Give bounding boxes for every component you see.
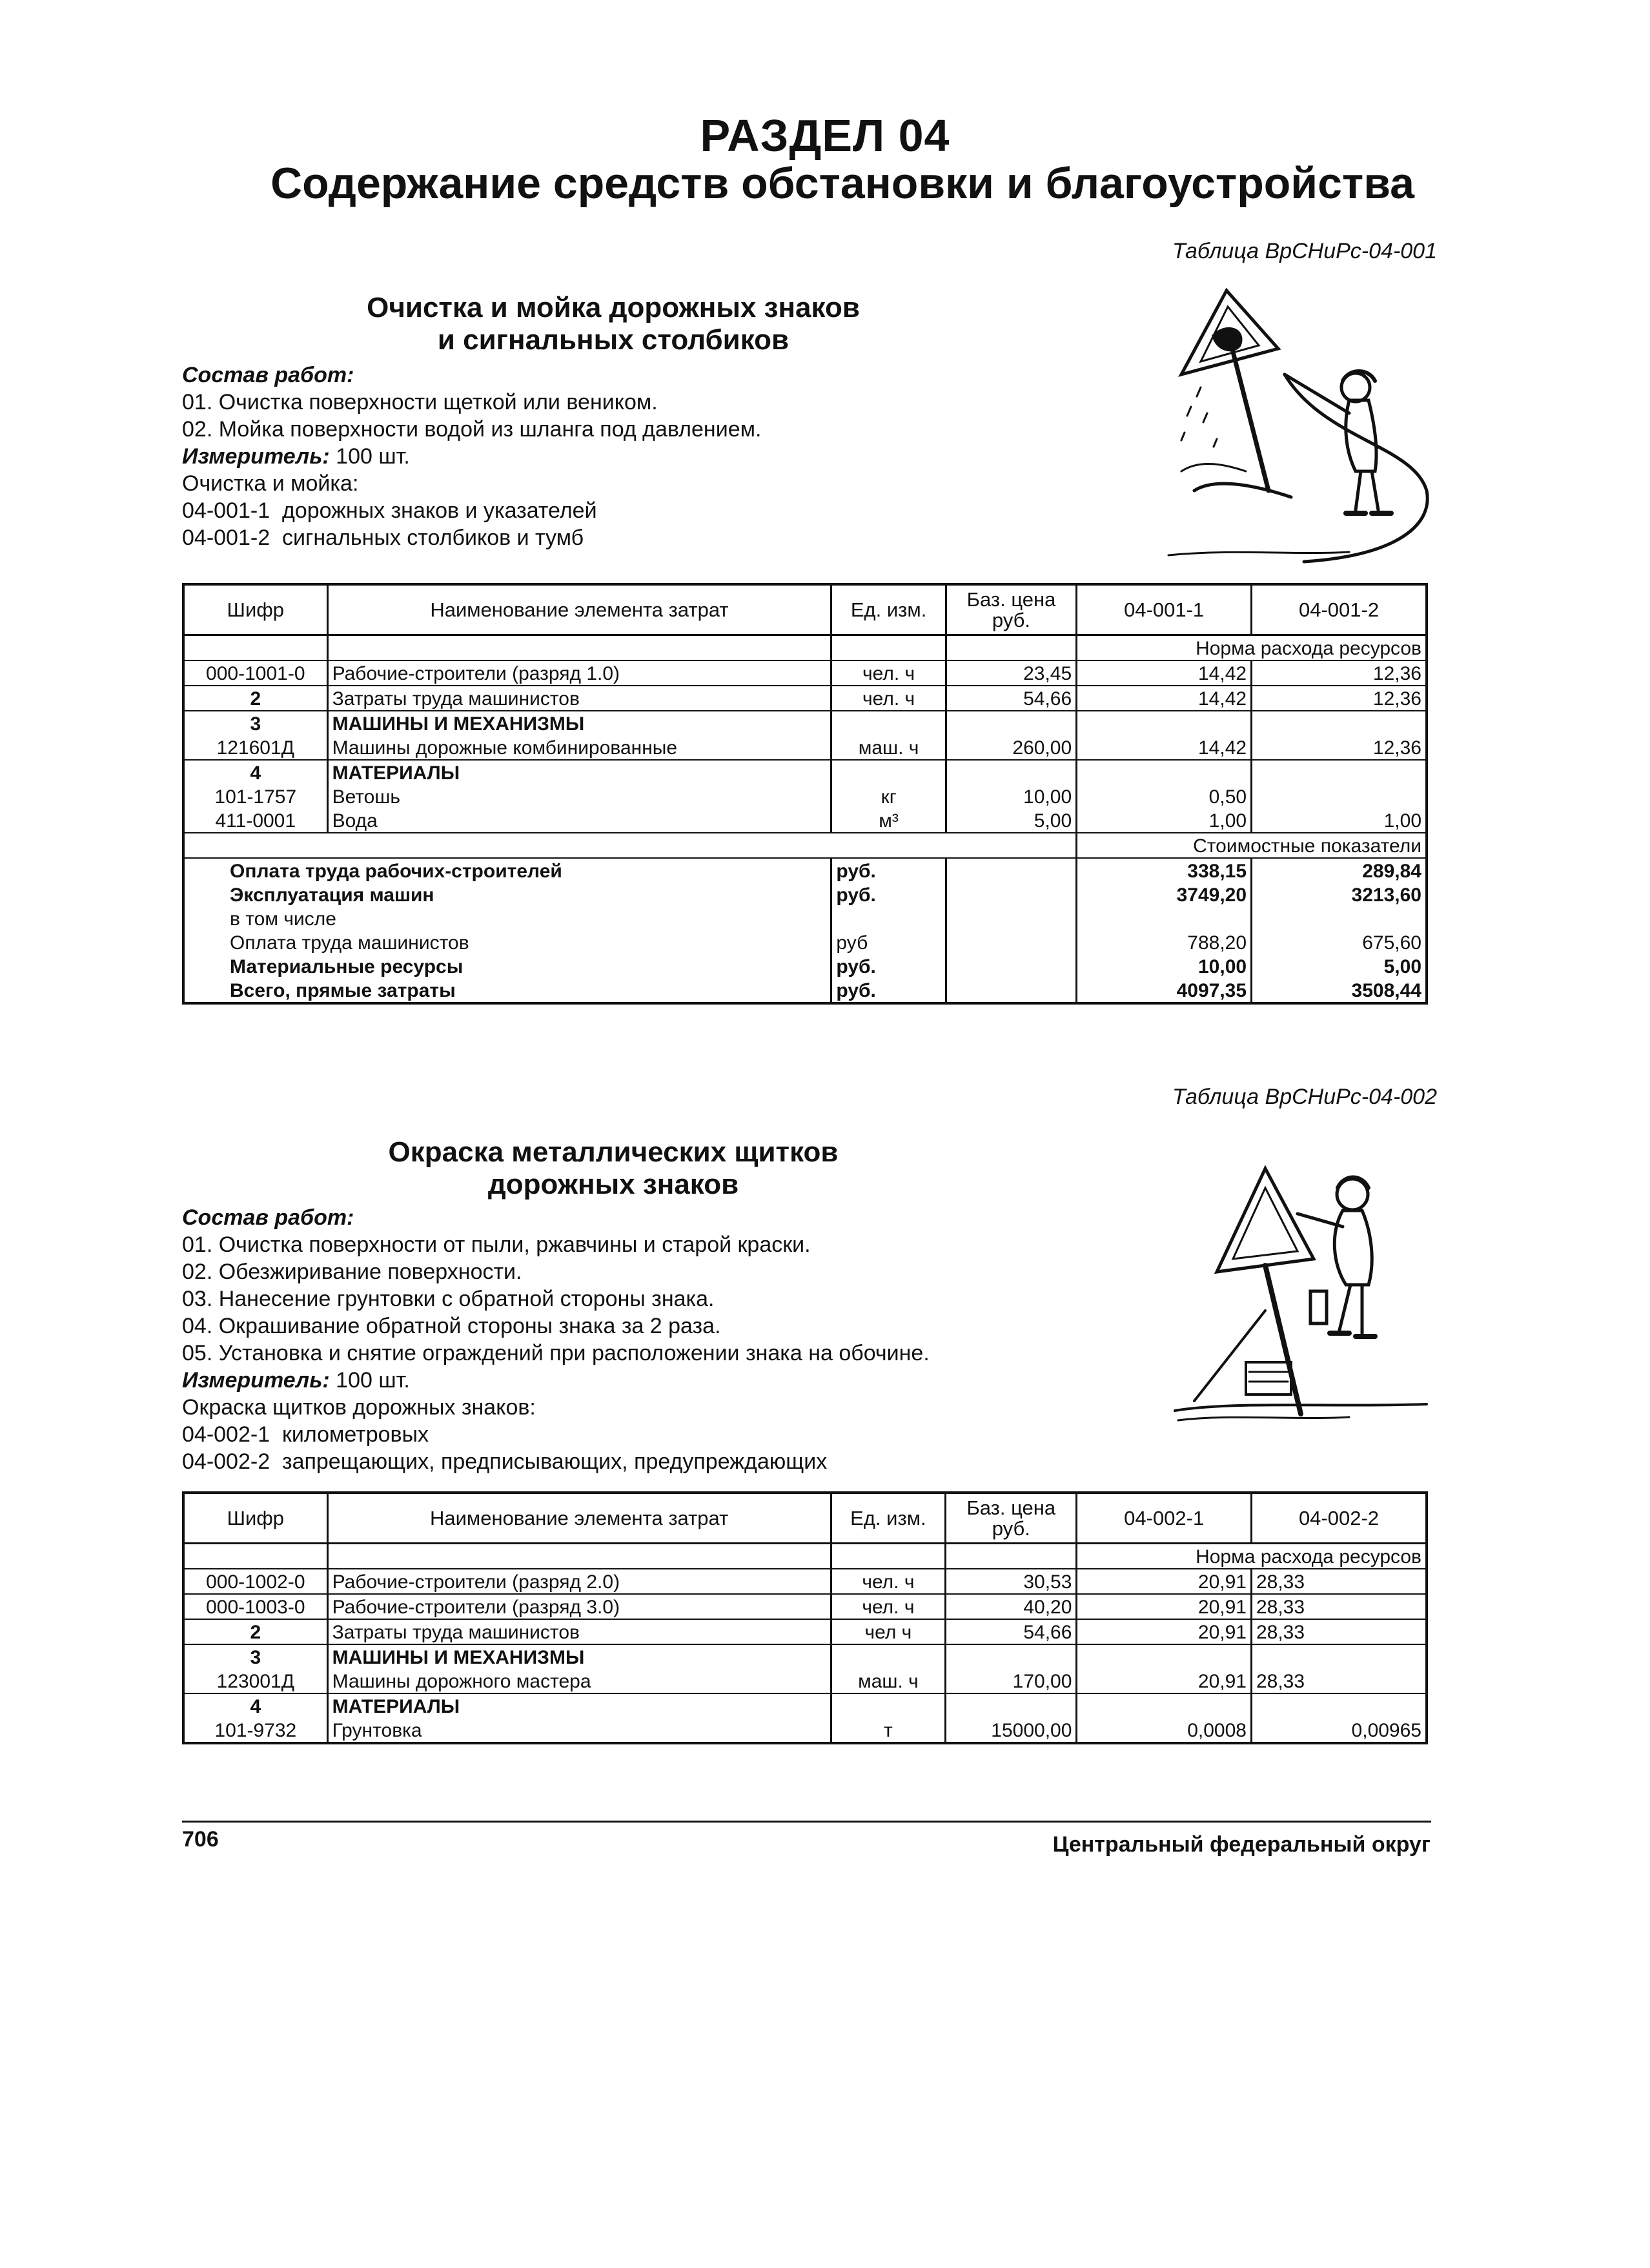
- cost-row: [183, 930, 1427, 954]
- table2-description: [182, 1204, 930, 1475]
- cell-code: 000-1002-0: [183, 1569, 327, 1594]
- cost-value-1: 788,20: [1077, 930, 1252, 954]
- cell-name: Вода: [327, 808, 831, 833]
- table-row: [183, 1619, 1427, 1644]
- measure-line: [182, 1367, 930, 1394]
- cell-unit: чел. ч: [831, 686, 946, 711]
- cost-name: Оплата труда рабочих-строителей: [183, 858, 831, 883]
- table2-reference: Таблица ВрСНиРс-04-002: [1172, 1085, 1437, 1109]
- variant-line: 04-001-2 сигнальных столбиков и тумб: [182, 526, 584, 550]
- table-row: [183, 660, 1427, 686]
- col-header-variant-2: 04-001-2: [1252, 584, 1427, 635]
- col-header-variant-1: 04-002-1: [1077, 1493, 1252, 1544]
- cell-code: 101-9732: [183, 1718, 327, 1743]
- cell-unit: маш. ч: [831, 1669, 945, 1693]
- cell-name: Грунтовка: [327, 1718, 831, 1743]
- washing-sign-illustration: [1156, 278, 1440, 568]
- table-row: [183, 1718, 1427, 1743]
- cell-unit: чел. ч: [831, 1594, 945, 1619]
- cell-value-1: 14,42: [1077, 735, 1252, 760]
- cell-name: Затраты труда машинистов: [327, 686, 831, 711]
- cell-name: Рабочие-строители (разряд 1.0): [327, 660, 831, 686]
- cell-name: МАШИНЫ И МЕХАНИЗМЫ: [327, 1644, 831, 1669]
- table1-reference: Таблица ВрСНиРс-04-001: [1172, 239, 1437, 263]
- table-row: [183, 1569, 1427, 1594]
- cost-value-2: 3508,44: [1351, 980, 1421, 1001]
- cell-value-2: 28,33: [1251, 1569, 1427, 1594]
- resource-table-2: [182, 1491, 1428, 1744]
- cell-unit: чел. ч: [831, 1569, 945, 1594]
- norm-header: Норма расхода ресурсов: [1077, 1544, 1427, 1569]
- work-step: 03. Нанесение грунтовки с обратной стороны знака.: [182, 1287, 715, 1311]
- cell-name: МАТЕРИАЛЫ: [327, 1693, 831, 1718]
- work-step: 01. Очистка поверхности щеткой или веником.: [182, 390, 658, 414]
- measure-value: 100 шт.: [329, 1368, 410, 1393]
- cost-value-2: 3213,60: [1351, 884, 1421, 906]
- cell-price: 40,20: [946, 1594, 1077, 1619]
- cost-name: Материальные ресурсы: [183, 954, 831, 978]
- cell-value-2: 28,33: [1251, 1594, 1427, 1619]
- table1-title-line1: Очистка и мойка дорожных знаков: [367, 292, 860, 323]
- cost-row: [183, 858, 1427, 883]
- cell-name: Машины дорожного мастера: [327, 1669, 831, 1693]
- cell-code: 000-1001-0: [183, 660, 327, 686]
- composition-label: Состав работ:: [182, 363, 354, 387]
- cell-value-2: 12,36: [1252, 735, 1427, 760]
- cell-price: 170,00: [946, 1669, 1077, 1693]
- cost-value-2: 5,00: [1383, 956, 1421, 977]
- cell-name: МАШИНЫ И МЕХАНИЗМЫ: [327, 711, 831, 735]
- cost-header: Стоимостные показатели: [1077, 833, 1427, 858]
- table-row: [183, 1693, 1427, 1718]
- page-number: 706: [182, 1827, 219, 1852]
- cell-value-2: 12,36: [1252, 660, 1427, 686]
- cell-value-2: 28,33: [1251, 1619, 1427, 1644]
- cell-value-2: [1252, 784, 1427, 808]
- table-row: [183, 1669, 1427, 1693]
- cell-price: 54,66: [946, 686, 1076, 711]
- cell-unit: кг: [831, 784, 946, 808]
- cell-code: 123001Д: [183, 1669, 327, 1693]
- cost-value-1: 4097,35: [1077, 978, 1252, 1003]
- table-row: [183, 1594, 1427, 1619]
- measure-value: 100 шт.: [329, 444, 410, 469]
- cell-value-1: 1,00: [1077, 808, 1252, 833]
- cell-code: 3: [183, 1644, 327, 1669]
- cost-name: Всего, прямые затраты: [183, 978, 831, 1003]
- col-header-name: Наименование элемента затрат: [327, 584, 831, 635]
- col-header-code: Шифр: [183, 1493, 327, 1544]
- cell-name: МАТЕРИАЛЫ: [327, 760, 831, 784]
- cell-code: 411-0001: [183, 808, 327, 833]
- cell-unit: чел ч: [831, 1619, 945, 1644]
- cell-value-2: 12,36: [1252, 686, 1427, 711]
- cell-value-1: 14,42: [1077, 660, 1252, 686]
- table-row: [183, 784, 1427, 808]
- table-row: [183, 735, 1427, 760]
- cost-name: Эксплуатация машин: [183, 883, 831, 906]
- cost-unit: руб.: [831, 978, 946, 1003]
- cell-value-1: 14,42: [1077, 686, 1252, 711]
- cell-value-1: 20,91: [1077, 1569, 1252, 1594]
- table2-title-line2: дорожных знаков: [487, 1169, 739, 1200]
- cell-price: 54,66: [946, 1619, 1077, 1644]
- composition-label: Состав работ:: [182, 1205, 354, 1230]
- footer-region: Центральный федеральный округ: [1052, 1832, 1431, 1857]
- cost-unit: руб: [831, 930, 946, 954]
- table1-title: [303, 292, 923, 356]
- cost-row: [183, 906, 1427, 930]
- cell-price: 23,45: [946, 660, 1076, 686]
- col-header-price: Баз. цена руб.: [946, 1493, 1077, 1544]
- measure-label: Измеритель:: [182, 444, 330, 469]
- cost-value-1: 338,15: [1077, 858, 1252, 883]
- table-row: [183, 1644, 1427, 1669]
- cell-unit: м³: [831, 808, 946, 833]
- resource-table-1: [182, 583, 1428, 1005]
- work-step: 05. Установка и снятие ограждений при расположении знака на обочине.: [182, 1341, 930, 1365]
- variants-intro: Очистка и мойка:: [182, 471, 359, 496]
- col-header-unit: Ед. изм.: [831, 1493, 945, 1544]
- cell-value-1: 0,50: [1077, 784, 1252, 808]
- work-step: 04. Окрашивание обратной стороны знака за 2 раза.: [182, 1314, 721, 1338]
- cell-unit: чел. ч: [831, 660, 946, 686]
- cell-unit: маш. ч: [831, 735, 946, 760]
- cell-code: 121601Д: [183, 735, 327, 760]
- variants-intro: Окраска щитков дорожных знаков:: [182, 1395, 536, 1420]
- cost-unit: руб.: [831, 858, 946, 883]
- cell-value-2: 28,33: [1251, 1669, 1427, 1693]
- section-heading: РАЗДЕЛ 04: [700, 110, 950, 161]
- cost-value-2: 289,84: [1362, 861, 1421, 882]
- variant-line: 04-002-2 запрещающих, предписывающих, предупреждающих: [182, 1449, 828, 1474]
- cell-price: 5,00: [946, 808, 1076, 833]
- col-header-name: Наименование элемента затрат: [327, 1493, 831, 1544]
- table-row: [183, 808, 1427, 833]
- cell-name: Затраты труда машинистов: [327, 1619, 831, 1644]
- measure-label: Измеритель:: [182, 1368, 330, 1393]
- table2-title: [303, 1136, 923, 1201]
- work-step: 02. Обезжиривание поверхности.: [182, 1260, 522, 1284]
- cell-name: Рабочие-строители (разряд 3.0): [327, 1594, 831, 1619]
- table-row: [183, 686, 1427, 711]
- cost-row: [183, 954, 1427, 978]
- table1-description: [182, 362, 761, 551]
- work-step: 01. Очистка поверхности от пыли, ржавчины и старой краски.: [182, 1232, 811, 1257]
- footer-divider: [182, 1821, 1431, 1823]
- cost-value-1: 3749,20: [1077, 883, 1252, 906]
- section-title: Содержание средств обстановки и благоустройства: [270, 159, 1414, 208]
- table-row: [183, 711, 1427, 735]
- cell-code: 2: [183, 1619, 327, 1644]
- cell-value-1: 20,91: [1077, 1669, 1252, 1693]
- variant-line: 04-002-1 километровых: [182, 1422, 429, 1447]
- cost-value-2: 675,60: [1362, 932, 1421, 954]
- cell-value-1: 20,91: [1077, 1594, 1252, 1619]
- col-header-variant-1: 04-001-1: [1077, 584, 1252, 635]
- cell-code: 4: [183, 760, 327, 784]
- col-header-code: Шифр: [183, 584, 327, 635]
- cell-name: Рабочие-строители (разряд 2.0): [327, 1569, 831, 1594]
- col-header-variant-2: 04-002-2: [1251, 1493, 1427, 1544]
- norm-header: Норма расхода ресурсов: [1077, 635, 1427, 661]
- cell-price: 260,00: [946, 735, 1076, 760]
- cell-value-2: 0,00965: [1251, 1718, 1427, 1743]
- cost-unit: руб.: [831, 883, 946, 906]
- cell-price: 30,53: [946, 1569, 1077, 1594]
- cost-value-1: 10,00: [1077, 954, 1252, 978]
- cell-name: Ветошь: [327, 784, 831, 808]
- col-header-price: Баз. цена руб.: [946, 584, 1076, 635]
- table1-title-line2: и сигнальных столбиков: [437, 324, 789, 356]
- cell-price: 15000,00: [946, 1718, 1077, 1743]
- cost-name: в том числе: [183, 906, 831, 930]
- cell-code: 2: [183, 686, 327, 711]
- cell-code: 101-1757: [183, 784, 327, 808]
- cell-price: 10,00: [946, 784, 1076, 808]
- cell-value-1: 0,0008: [1077, 1718, 1252, 1743]
- variant-line: 04-001-1 дорожных знаков и указателей: [182, 498, 597, 523]
- painting-sign-illustration: [1168, 1156, 1440, 1433]
- cell-code: 000-1003-0: [183, 1594, 327, 1619]
- work-step: 02. Мойка поверхности водой из шланга под давлением.: [182, 417, 762, 442]
- table-row: [183, 760, 1427, 784]
- cost-row: [183, 978, 1427, 1003]
- cell-code: 3: [183, 711, 327, 735]
- cell-value-2: 1,00: [1252, 808, 1427, 833]
- measure-line: [182, 443, 761, 470]
- cost-row: [183, 883, 1427, 906]
- cell-code: 4: [183, 1693, 327, 1718]
- col-header-unit: Ед. изм.: [831, 584, 946, 635]
- cell-name: Машины дорожные комбинированные: [327, 735, 831, 760]
- cost-name: Оплата труда машинистов: [183, 930, 831, 954]
- cell-unit: т: [831, 1718, 945, 1743]
- cost-unit: руб.: [831, 954, 946, 978]
- table2-title-line1: Окраска металлических щитков: [388, 1136, 839, 1168]
- cell-value-1: 20,91: [1077, 1619, 1252, 1644]
